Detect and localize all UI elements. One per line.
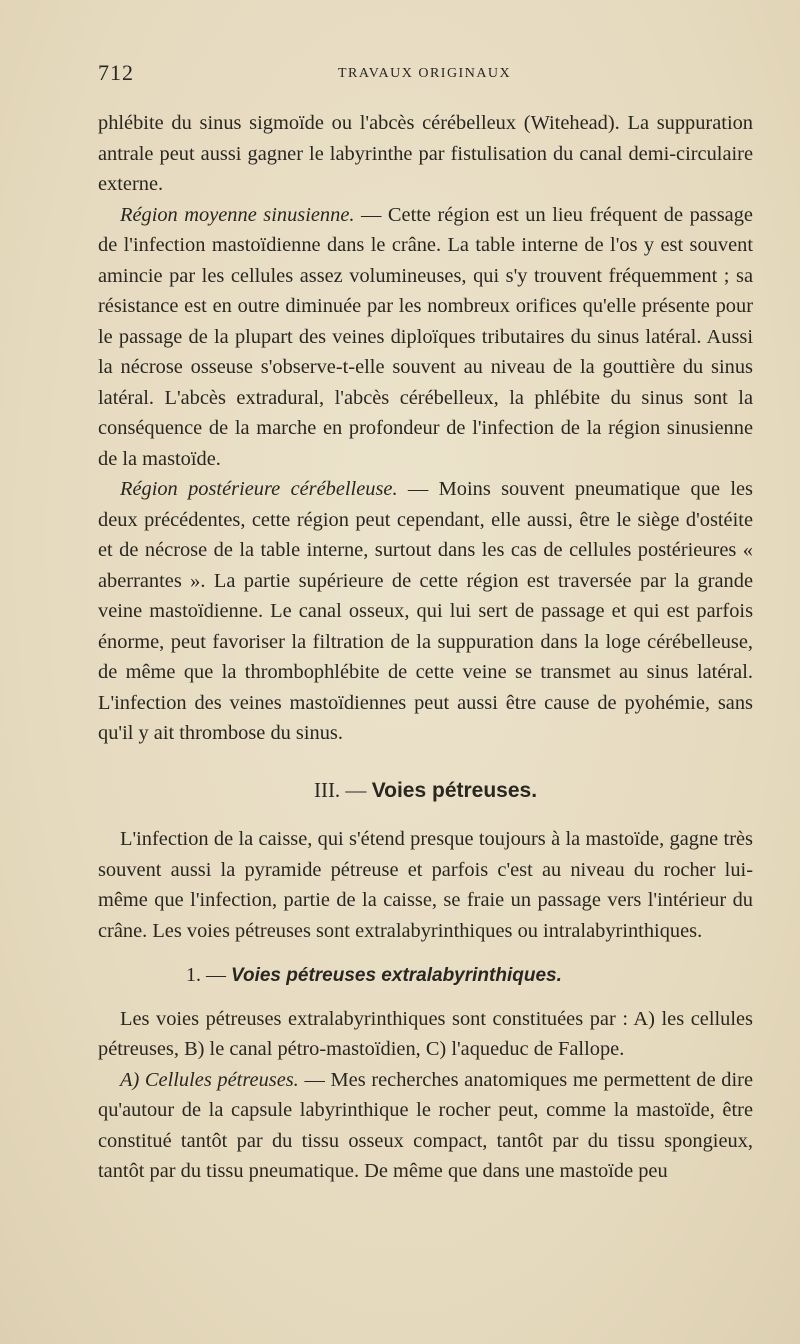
section-number: III. — xyxy=(313,777,372,802)
paragraph: Les voies pétreuses extralabyrinthiques sont constituées par : A) les cellules pétreuses, B) le canal pétro-mastoïdien, C) l'aqueduc de Fallope. xyxy=(98,1007,753,1060)
page-number: 712 xyxy=(98,60,134,85)
paragraph: L'infection de la caisse, qui s'étend presque toujours à la mastoïde, gagne très souvent aussi la pyramide pétreuse et parfois c'est au niveau du rocher lui-même que l'infection, partie de la caisse, se fraie un passage vers l'intérieur du crâne. Les voies pétreuses sont extralabyrinthiques ou intralabyrinthiques. xyxy=(98,828,753,942)
paragraph xyxy=(98,474,753,749)
page-header xyxy=(98,60,752,90)
paragraph-text: — Cette région est un lieu fréquent de passage de l'infection mastoïdienne dans le crâne. La table interne de l'os y est souvent amincie par les cellules assez volumineuses, qui s'y trouvent fréquemment ; sa résistance est en outre diminuée par les nombreux orifices qu'elle présente pour le passage de la plupart des veines diploïques tributaires du sinus latéral. Aussi la nécrose osseuse s'observe-t-elle souvent au niveau de la gouttière du sinus latéral. L'abcès extradural, l'abcès cérébelleux, la phlébite du sinus sont la conséquence de la marche en profondeur de l'infection de la région sinusienne de la mastoïde. xyxy=(98,203,753,470)
paragraph-text: — Mes recherches anatomiques me permettent de dire qu'autour de la capsule labyrinthique le rocher peut, comme la mastoïde, être constitué tantôt par du tissu osseux compact, tantôt par du tissu spongieux, tantôt par du tissu pneumatique. De même que dans une mastoïde peu xyxy=(98,1068,753,1182)
paragraph-text: — Moins souvent pneumatique que les deux précédentes, cette région peut cependant, elle aussi, être le siège d'ostéite et de nécrose de la table interne, surtout dans les cas de cellules postérieures « aberrantes ». La partie supérieure de cette région est traversée par la grande veine mastoïdienne. Le canal osseux, qui lui sert de passage et qui est parfois énorme, peut favoriser la filtration de la suppuration dans la loge cérébelleuse, de même que la thrombophlébite de cette veine se transmet au sinus latéral. L'infection des veines mastoïdiennes peut aussi être cause de pyohémie, sans qu'il y ait thrombose du sinus. xyxy=(98,478,753,744)
paragraph-heading: Région postérieure cérébelleuse. xyxy=(120,478,398,500)
section-title: Voies pétreuses. xyxy=(371,778,538,802)
running-head: TRAVAUX ORIGINAUX xyxy=(338,66,512,81)
section-heading xyxy=(98,775,753,807)
paragraph xyxy=(98,1065,753,1187)
subsection-number: 1. — xyxy=(186,964,231,986)
paragraph xyxy=(98,200,753,475)
body-text xyxy=(98,108,753,1187)
paragraph: phlébite du sinus sigmoïde ou l'abcès cérébelleux (Witehead). La suppuration antrale peut aussi gagner le labyrinthe par fistulisation du canal demi-circulaire externe. xyxy=(98,112,753,195)
paragraph-heading: Région moyenne sinusienne. xyxy=(120,203,355,226)
subsection-title: Voies pétreuses extralabyrinthiques. xyxy=(231,965,562,986)
paragraph-heading: A) Cellules pétreuses. xyxy=(120,1068,299,1091)
subsection-heading xyxy=(98,960,753,992)
